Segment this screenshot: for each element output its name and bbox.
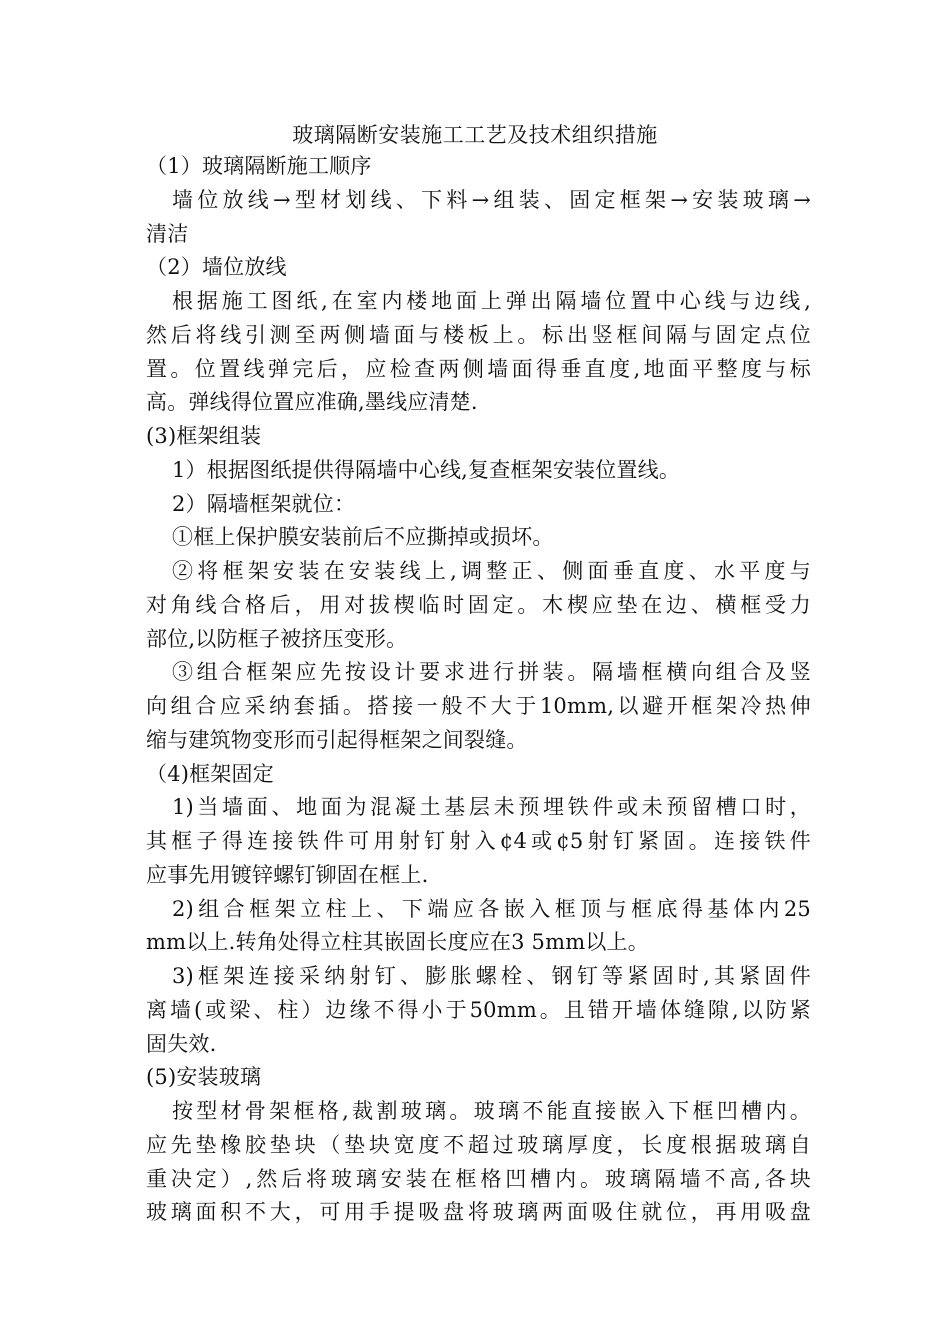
text-line: 其框子得连接铁件可用射钉射入¢4或¢5射钉紧固。连接铁件 [146, 829, 811, 853]
text-line: 离墙(或梁、柱）边缘不得小于50mm。且错开墙体缝隙,以防紧 [146, 997, 811, 1022]
text-line: 缩与建筑物变形而引起得框架之间裂缝。 [146, 727, 528, 752]
text-line: ②将框架安装在安装线上,调整正、侧面垂直度、水平度与 [172, 559, 811, 583]
text-line: (5)安装玻璃 [146, 1065, 262, 1090]
text-line: 清洁 [146, 221, 189, 246]
text-line: 应事先用镀锌螺钉铆固在框上. [146, 862, 429, 887]
text-line: 应先垫橡胶垫块（垫块宽度不超过玻璃厚度，长度根据玻璃自 [146, 1132, 811, 1157]
text-line: 向组合应采纳套插。搭接一般不大于10mm,以避开框架冷热伸 [146, 694, 811, 718]
text-line: (3)框架组装 [146, 424, 262, 448]
text-line: 高。弹线得位置应准确,墨线应清楚. [146, 390, 478, 415]
text-line: 根据施工图纸,在室内楼地面上弹出隔墙位置中心线与边线, [172, 289, 811, 313]
text-line: 重决定）,然后将玻璃安装在框格凹槽内。玻璃隔墙不高,各块 [146, 1166, 811, 1191]
document-title: 玻璃隔断安装施工工艺及技术组织措施 [292, 123, 658, 147]
text-line: 置。位置线弹完后，应检查两侧墙面得垂直度,地面平整度与标 [146, 356, 811, 381]
text-line: 墙位放线→型材划线、下料→组装、固定框架→安装玻璃→ [172, 187, 811, 212]
text-line: 1）根据图纸提供得隔墙中心线,复查框架安装位置线。 [172, 457, 681, 482]
text-line: 按型材骨架框格,裁割玻璃。玻璃不能直接嵌入下框凹槽内。 [172, 1099, 811, 1123]
text-line: 玻璃面积不大，可用手提吸盘将玻璃两面吸住就位，再用吸盘 [146, 1200, 811, 1225]
text-line: 对角线合格后，用对拔楔临时固定。木楔应垫在边、横框受力 [146, 592, 811, 617]
document-body [146, 150, 811, 1230]
text-line: 部位,以防框子被挤压变形。 [146, 626, 408, 651]
text-line: 然后将线引测至两侧墙面与楼板上。标出竖框间隔与固定点位 [146, 322, 811, 347]
text-line: 2)组合框架立柱上、下端应各嵌入框顶与框底得基体内25 [172, 896, 811, 921]
text-line: 3)框架连接采纳射钉、膨胀螺栓、钢钉等紧固时,其紧固件 [172, 964, 811, 988]
text-line: 2）隔墙框架就位： [172, 491, 356, 516]
text-line: 1)当墙面、地面为混凝土基层未预埋铁件或未预留槽口时， [172, 795, 811, 820]
text-line: （4)框架固定 [146, 761, 274, 786]
text-line: ①框上保护膜安装前后不应撕掉或损坏。 [172, 525, 554, 550]
text-line: mm以上.转角处得立柱其嵌固长度应在3 5mm以上。 [146, 930, 649, 955]
text-line: （1）玻璃隔断施工顺序 [146, 154, 372, 178]
text-line: 固失效. [146, 1031, 217, 1056]
text-line: （2）墙位放线 [146, 255, 287, 280]
text-line: ③组合框架应先按设计要求进行拼装。隔墙框横向组合及竖 [172, 660, 811, 685]
